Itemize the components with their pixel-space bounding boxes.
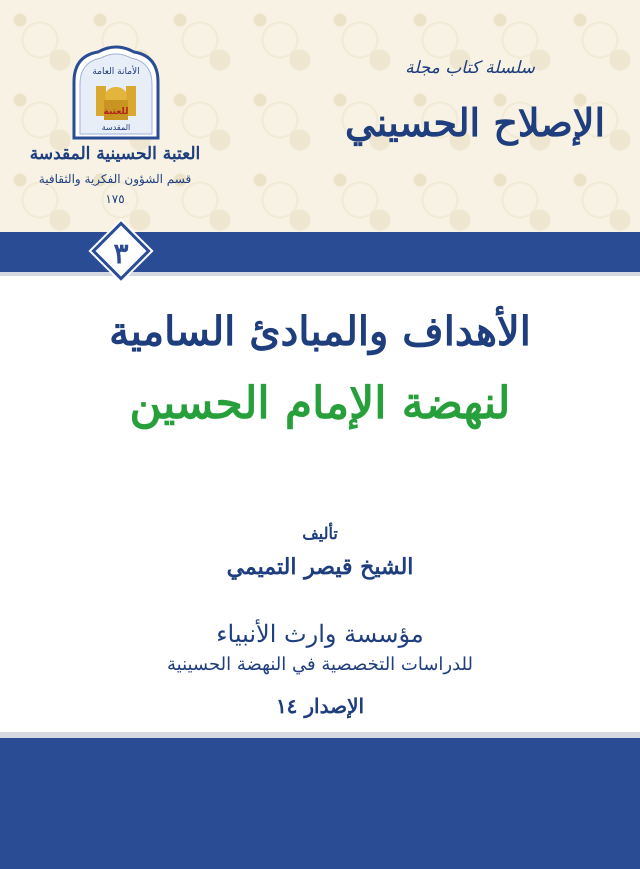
author-label: تأليف (302, 524, 338, 543)
institution-publication-number: ١٧٥ (105, 192, 125, 206)
book-title-line2: لنهضة الإمام الحسين (129, 378, 511, 429)
volume-number: ٣ (113, 237, 129, 270)
series-label: سلسلة كتاب مجلة (405, 58, 535, 78)
institution-department: قسم الشؤون الفكرية والثقافية (38, 172, 192, 186)
issue-number: الإصدار ١٤ (275, 694, 365, 718)
bottom-blue-band (0, 738, 640, 869)
institution-emblem (68, 42, 164, 142)
author-name: الشيخ قيصر التميمي (226, 554, 414, 580)
publisher-name: مؤسسة وارث الأنبياء (216, 620, 424, 648)
institution-name: العتبة الحسينية المقدسة (29, 144, 201, 164)
emblem-top-text: الأمانة العامة (92, 67, 140, 77)
emblem-center-text: للعتبة (103, 107, 129, 117)
book-title-line1: الأهداف والمبادئ السامية (109, 308, 531, 355)
emblem-bottom-text: المقدسة (101, 123, 131, 132)
publisher-subtitle: للدراسات التخصصية في النهضة الحسينية (166, 654, 473, 675)
magazine-title: الإصلاح الحسيني (344, 100, 606, 145)
